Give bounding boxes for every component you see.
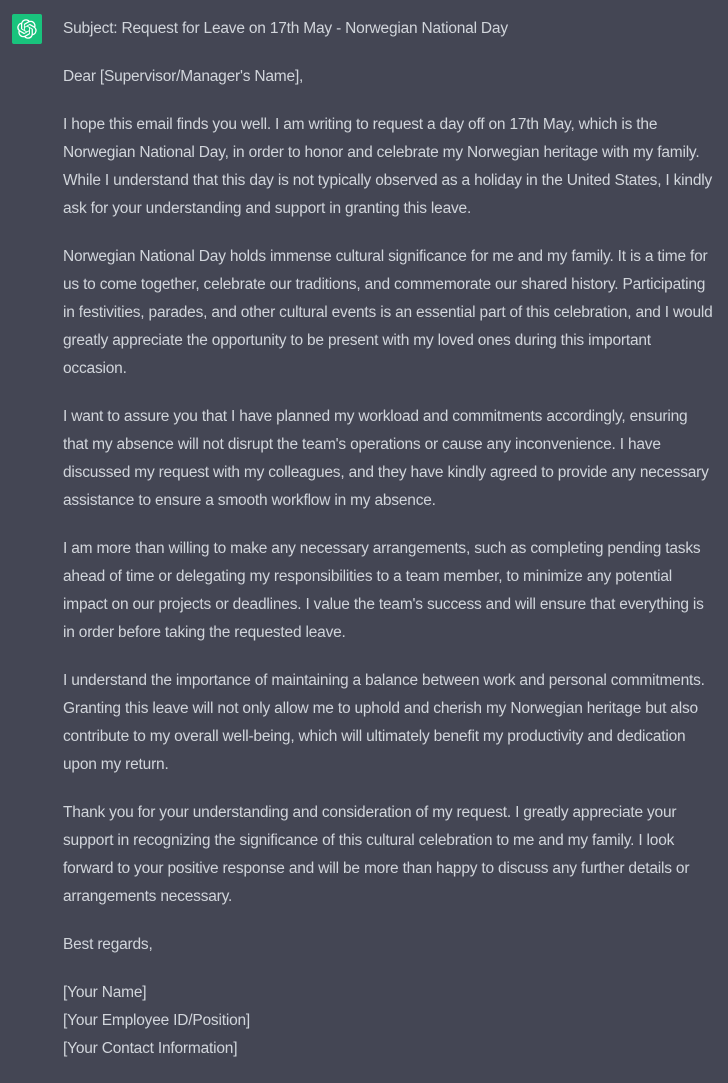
email-paragraph-2: Norwegian National Day holds immense cultural significance for me and my family. It is a time for us to come together, celebrate our traditions, and commemorate our shared history. Participating in festivities, parades, and other cultural events is an essential part of this celebration, and I would greatly appreciate the opportunity to be present with my loved ones during this important occasion.: [63, 248, 713, 377]
email-greeting: Dear [Supervisor/Manager's Name],: [63, 68, 304, 85]
assistant-avatar: [12, 14, 42, 44]
signature-employee-id: [Your Employee ID/Position]: [63, 1012, 251, 1029]
message-content: [63, 14, 715, 1083]
email-paragraph-1: I hope this email finds you well. I am writing to request a day off on 17th May, which is the Norwegian National Day, in order to honor and celebrate my Norwegian heritage with my family. While I understand that this day is not typically observed as a holiday in the United States, I kindly ask for your understanding and support in granting this leave.: [63, 116, 713, 217]
email-closing: Best regards,: [63, 936, 153, 953]
email-subject: Subject: Request for Leave on 17th May - Norwegian National Day: [63, 20, 508, 37]
signature-name: [Your Name]: [63, 984, 147, 1001]
email-paragraph-6: Thank you for your understanding and consideration of my request. I greatly appreciate your support in recognizing the significance of this cultural celebration to me and my family. I look forward to your positive response and will be more than happy to discuss any further details or arrangements necessary.: [63, 804, 690, 905]
signature-contact: [Your Contact Information]: [63, 1040, 238, 1057]
email-paragraph-5: I understand the importance of maintaining a balance between work and personal commitments. Granting this leave will not only allow me to uphold and cherish my Norwegian heritage but also contribute to my overall well-being, which will ultimately benefit my productivity and dedication upon my return.: [63, 672, 705, 773]
email-paragraph-4: I am more than willing to make any necessary arrangements, such as completing pending tasks ahead of time or delegating my responsibilities to a team member, to minimize any potential impact on our projects or deadlines. I value the team's success and will ensure that everything is in order before taking the requested leave.: [63, 540, 704, 641]
email-paragraph-3: I want to assure you that I have planned my workload and commitments accordingly, ensuring that my absence will not disrupt the team's operations or cause any inconvenience. I have discussed my request with my colleagues, and they have kindly agreed to provide any necessary assistance to ensure a smooth workflow in my absence.: [63, 408, 709, 509]
openai-logo-icon: [17, 19, 37, 39]
email-signature: [63, 979, 715, 1063]
